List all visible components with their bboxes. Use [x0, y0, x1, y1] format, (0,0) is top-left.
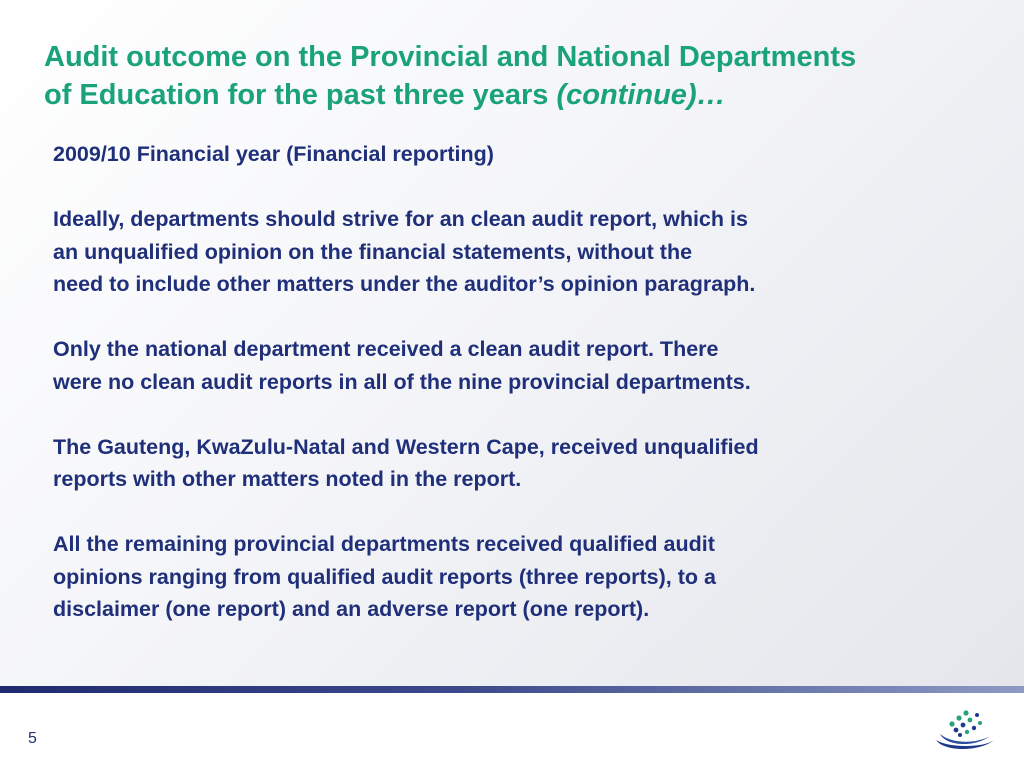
title-line-2 [44, 76, 994, 114]
paragraph-3-line: reports with other matters noted in the report. [53, 467, 522, 491]
slide-title [44, 38, 994, 114]
title-line-2-main: of Education for the past three years [44, 79, 557, 111]
section-heading: 2009/10 Financial year (Financial reporting) [53, 142, 494, 166]
paragraph-4-line: disclaimer (one report) and an adverse report (one report). [53, 597, 650, 621]
slide-body [53, 138, 993, 626]
footer-bar [0, 686, 1024, 693]
title-line-1: Audit outcome on the Provincial and National Departments [44, 41, 857, 73]
page-number: 5 [28, 730, 37, 747]
paragraph-1-line: an unqualified opinion on the financial statements, without the [53, 239, 693, 264]
paragraph-1-line: need to include other matters under the auditor’s opinion paragraph. [53, 272, 756, 296]
paragraph-4-line: All the remaining provincial departments received qualified audit [53, 532, 715, 556]
title-continue: (continue)… [556, 79, 726, 111]
paragraph-2-line: were no clean audit reports in all of the nine provincial departments. [53, 369, 751, 394]
organization-logo-icon [930, 704, 1000, 754]
paragraph-2-line: Only the national department received a clean audit report. There [53, 337, 719, 361]
paragraph-1-line: Ideally, departments should strive for an clean audit report, which is [53, 207, 748, 231]
paragraph-3-line: The Gauteng, KwaZulu-Natal and Western Cape, received unqualified [53, 434, 759, 459]
paragraph-4-line: opinions ranging from qualified audit reports (three reports), to a [53, 564, 716, 589]
